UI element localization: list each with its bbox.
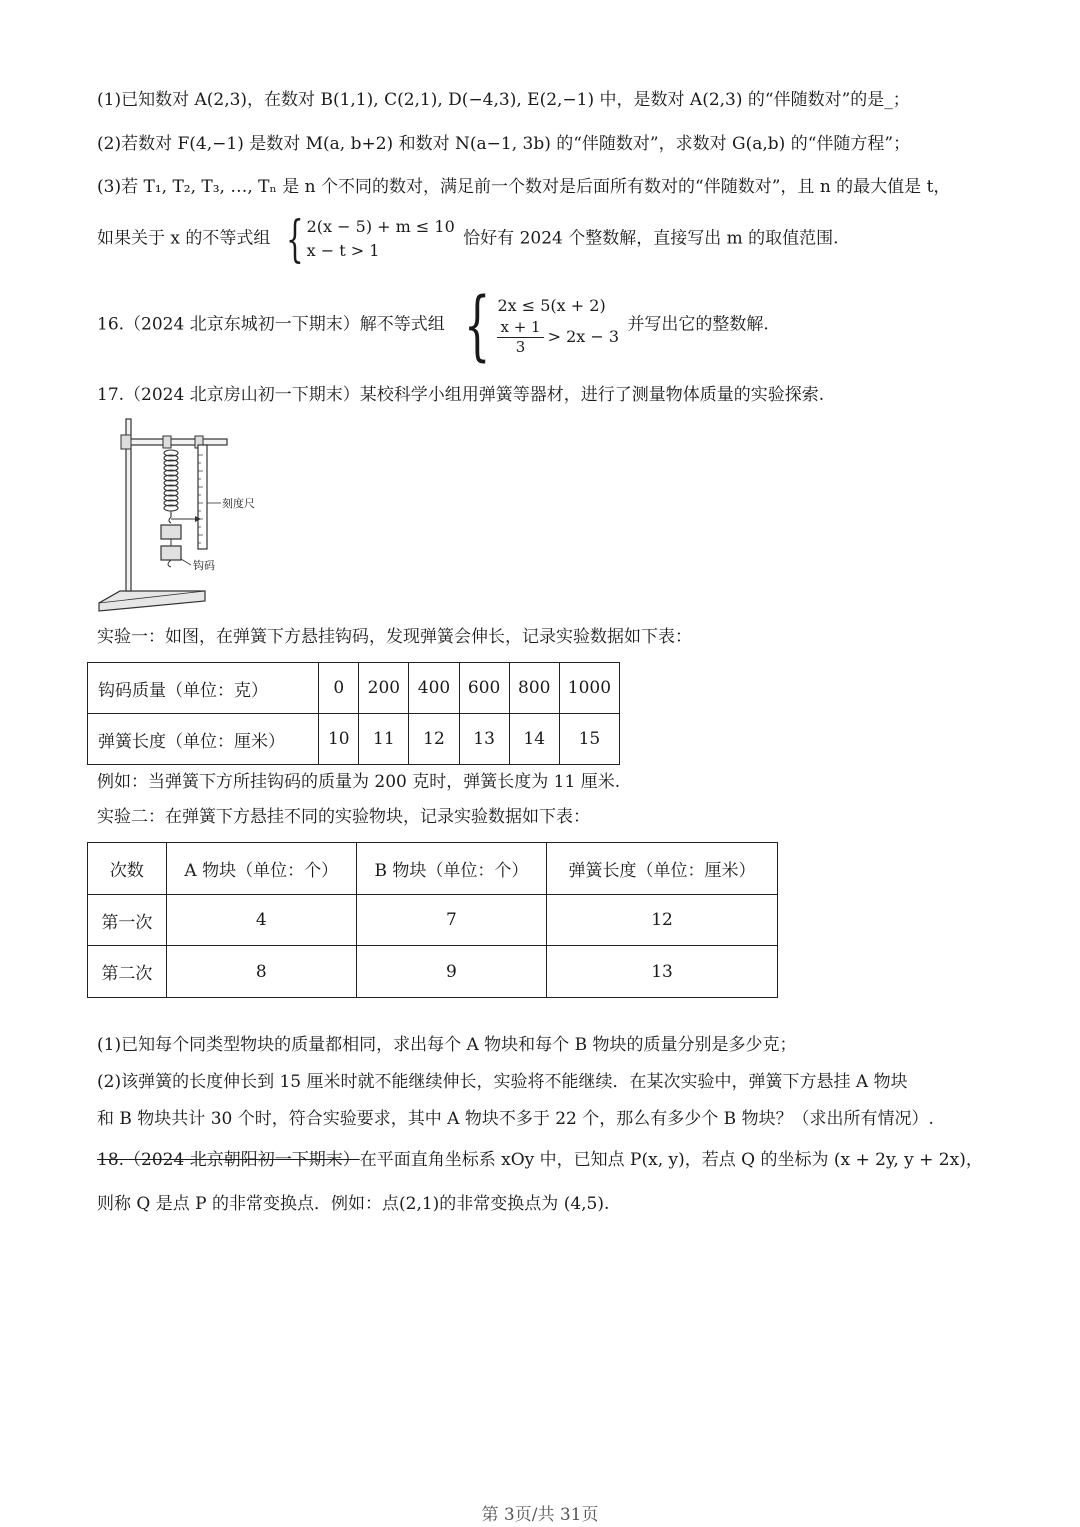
weight-2 [161, 546, 181, 560]
q16-inequality-system [453, 280, 620, 369]
table-cell: 7 [356, 895, 546, 946]
table-cell: 13 [459, 714, 509, 765]
table-header-cell: A 物块（单位：个） [166, 843, 356, 895]
q16-suffix: 并写出它的整数解. [627, 314, 769, 335]
q17-part1: (1)已知每个同类型物块的质量都相同，求出每个 A 物块和每个 B 物块的质量分别是多少克； [97, 1035, 797, 1055]
table-cell: 13 [547, 946, 778, 998]
table-cell: 12 [409, 714, 459, 765]
q15-part3-suffix: 恰好有 2024 个整数解，直接写出 m 的取值范围. [463, 228, 839, 249]
q15-part2: (2)若数对 F(4,−1) 是数对 M(a, b+2) 和数对 N(a−1, 3b) 的“伴随数对”，求数对 G(a,b) 的“伴随方程”； [97, 134, 911, 154]
table-header-row [88, 843, 778, 895]
table-row-header: 钩码质量（单位：克） [88, 663, 319, 714]
inequality-line-1: 2(x − 5) + m ≤ 10 [306, 217, 455, 236]
q15-part3-inequality [97, 210, 839, 268]
experiment-2-table [87, 842, 778, 998]
table-cell: 8 [166, 946, 356, 998]
table-cell: 9 [356, 946, 546, 998]
table-cell: 400 [409, 663, 459, 714]
table-cell: 4 [166, 895, 356, 946]
ruler-label: 刻度尺 [222, 497, 255, 510]
inequality-system [279, 210, 455, 268]
table-header-cell: 弹簧长度（单位：厘米） [547, 843, 778, 895]
q15-part3-prefix: 如果关于 x 的不等式组 [97, 228, 271, 249]
q15-part1: (1)已知数对 A(2,3)，在数对 B(1,1), C(2,1), D(−4,3), E(2,−1) 中，是数对 A(2,3) 的“伴随数对”的是_； [97, 90, 910, 110]
spring [164, 450, 178, 523]
q18-line1 [97, 1148, 983, 1172]
stand-crossbar [123, 439, 227, 445]
q17-part2-line2: 和 B 物块共计 30 个时，符合实验要求，其中 A 物块不多于 22 个，那么有多少个 B 物块？（求出所有情况）. [97, 1109, 934, 1129]
table-cell: 10 [319, 714, 359, 765]
table-cell: 11 [359, 714, 409, 765]
page-footer: 第 3页/共 31页 [481, 1505, 599, 1525]
experiment-1-table [87, 662, 620, 765]
q16-line-2 [497, 318, 619, 357]
fraction-denominator: 3 [515, 337, 526, 356]
table-row-header: 弹簧长度（单位：厘米） [88, 714, 319, 765]
table-cell: 12 [547, 895, 778, 946]
q17-intro: 17.（2024 北京房山初一下期末）某校科学小组用弹簧等器材，进行了测量物体质量的实验探索. [97, 385, 825, 405]
q17-experiment-1: 实验一：如图，在弹簧下方悬挂钩码，发现弹簧会伸长，记录实验数据如下表： [97, 627, 692, 647]
table-cell: 600 [459, 663, 509, 714]
table-cell: 800 [509, 663, 559, 714]
table-row [88, 714, 620, 765]
q16-prefix: 16.（2024 北京东城初一下期末）解不等式组 [97, 314, 445, 335]
table-cell: 14 [509, 714, 559, 765]
left-brace: { [463, 280, 491, 369]
q16-line-2-rest: > 2x − 3 [547, 327, 620, 346]
fraction [497, 318, 543, 357]
q18-line1-text: 在平面直角坐标系 xOy 中，已知点 P(x, y)，若点 Q 的坐标为 (x + 2y, y + 2x)， [359, 1150, 983, 1170]
weight-1 [161, 525, 181, 539]
table-row [88, 946, 778, 998]
table-cell: 1000 [559, 663, 619, 714]
q17-example: 例如：当弹簧下方所挂钩码的质量为 200 克时，弹簧长度为 11 厘米. [97, 772, 621, 792]
table-header-cell: B 物块（单位：个） [356, 843, 546, 895]
left-brace: { [285, 210, 304, 268]
table-row [88, 895, 778, 946]
ruler [198, 445, 207, 549]
table-cell: 第一次 [88, 895, 167, 946]
q15-part3: (3)若 T₁, T₂, T₃, …, Tₙ 是 n 个不同的数对，满足前一个数对是后面所有数对的“伴随数对”，且 n 的最大值是 t， [97, 177, 951, 197]
q16 [97, 280, 769, 369]
table-cell: 15 [559, 714, 619, 765]
spring-apparatus-figure [95, 415, 265, 617]
table-cell: 200 [359, 663, 409, 714]
fraction-numerator: x + 1 [497, 318, 543, 338]
q18-struck-source: 18.（2024 北京朝阳初一下期末） [97, 1150, 360, 1170]
q16-line-1: 2x ≤ 5(x + 2) [497, 295, 606, 315]
q17-part2-line1: (2)该弹簧的长度伸长到 15 厘米时就不能继续伸长，实验将不能继续．在某次实验中，弹簧下方悬挂 A 物块 [97, 1072, 908, 1092]
table-cell: 第二次 [88, 946, 167, 998]
table-header-cell: 次数 [88, 843, 167, 895]
q18-line2: 则称 Q 是点 P 的非常变换点．例如：点(2,1)的非常变换点为 (4,5). [97, 1194, 610, 1214]
weight-label: 钩码 [193, 559, 215, 572]
table-cell: 0 [319, 663, 359, 714]
q17-experiment-2: 实验二：在弹簧下方悬挂不同的实验物块，记录实验数据如下表： [97, 807, 590, 827]
table-row [88, 663, 620, 714]
inequality-line-2: x − t > 1 [306, 241, 380, 260]
